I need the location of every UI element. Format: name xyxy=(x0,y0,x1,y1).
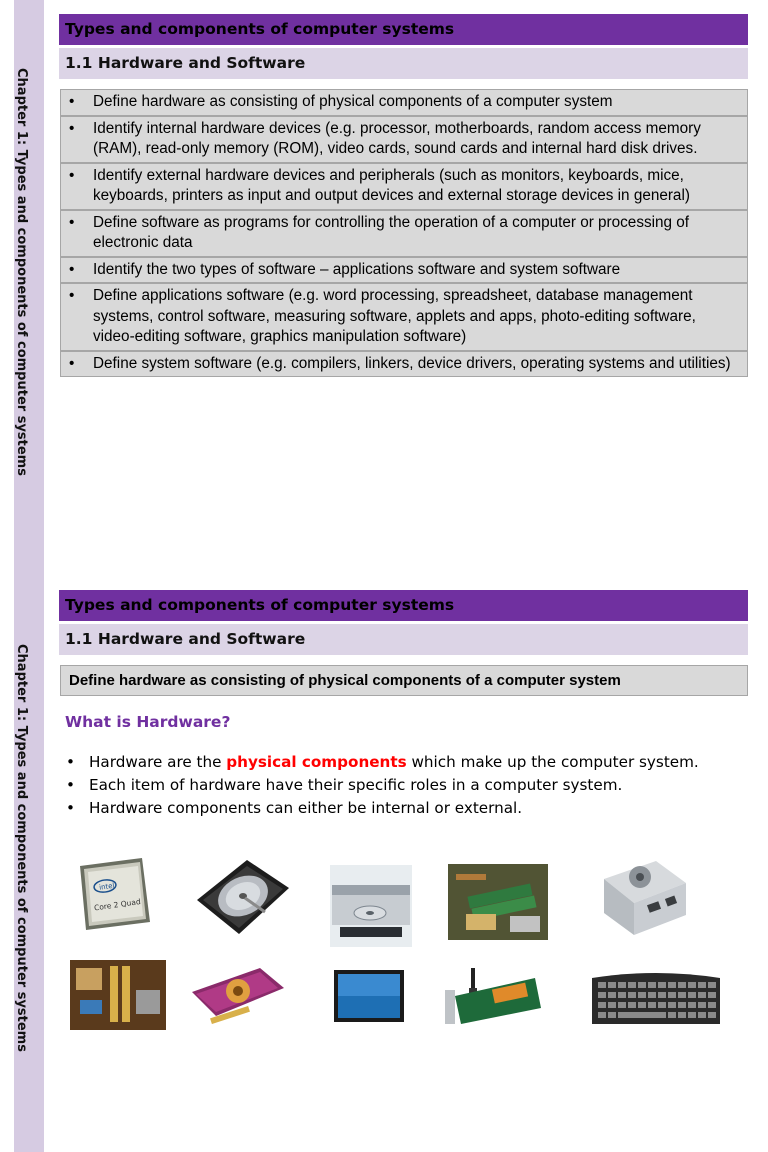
objective-text: Define system software (e.g. compilers, linkers, device drivers, operating systems and utilities) xyxy=(93,354,731,372)
question-heading: What is Hardware? xyxy=(65,713,231,731)
objective-text: Define software as programs for controlling the operation of a computer or processing of electronic data xyxy=(93,213,690,251)
chapter-sidebar-label: Chapter 1: Types and components of computer systems xyxy=(14,644,29,1052)
point-text: Hardware components can either be internal or external. xyxy=(89,799,523,817)
objective-text: Identify the two types of software – applications software and system software xyxy=(93,260,621,278)
objective-row xyxy=(60,89,748,116)
bullet: • xyxy=(66,753,75,771)
objectives-table xyxy=(60,89,748,377)
keyboard-image xyxy=(588,970,724,1024)
hard-disk-image xyxy=(195,858,291,936)
bullet: • xyxy=(66,799,75,817)
objective-row xyxy=(60,116,748,163)
processor-image xyxy=(72,856,154,936)
list-item xyxy=(66,751,699,774)
cpu-brand: intel xyxy=(98,881,115,892)
list-item xyxy=(66,797,699,820)
point-text: which make up the computer system. xyxy=(406,753,699,771)
bullet: • xyxy=(66,776,75,794)
point-text: Each item of hardware have their specific roles in a computer system. xyxy=(89,776,623,794)
bullet: • xyxy=(69,354,75,372)
memory-modules-image xyxy=(448,864,548,940)
chapter-sidebar-label: Chapter 1: Types and components of computer systems xyxy=(14,68,29,476)
motherboard-image xyxy=(70,960,166,1030)
hardware-points xyxy=(66,751,699,820)
objective-row xyxy=(60,351,748,378)
objective-row xyxy=(60,257,748,284)
definition-box: Define hardware as consisting of physical components of a computer system xyxy=(60,665,748,696)
bullet: • xyxy=(69,166,75,184)
section-subtitle: 1.1 Hardware and Software xyxy=(59,624,748,655)
objective-row xyxy=(60,210,748,257)
objective-text: Define applications software (e.g. word processing, spreadsheet, database management systems, control software, measuring software, applets and apps, photo-editing software, video-editing software, graphics manipulation software) xyxy=(93,287,696,345)
objective-text: Define hardware as consisting of physical components of a computer system xyxy=(93,93,613,110)
slide-title: Types and components of computer systems xyxy=(59,14,748,45)
slide-2 xyxy=(0,576,768,1152)
section-subtitle: 1.1 Hardware and Software xyxy=(59,48,748,79)
monitor-image xyxy=(334,970,404,1022)
bullet: • xyxy=(69,119,75,137)
objective-text: Identify external hardware devices and peripherals (such as monitors, keyboards, mice, keyboards, printers as input and output devices and external storage devices in general) xyxy=(93,166,690,204)
bullet: • xyxy=(69,93,75,110)
objective-row xyxy=(60,283,748,351)
highlighted-term: physical components xyxy=(226,753,407,771)
slide-title: Types and components of computer systems xyxy=(59,590,748,621)
bullet: • xyxy=(69,287,75,304)
point-text: Hardware are the xyxy=(89,753,227,771)
bullet: • xyxy=(69,213,75,231)
video-card-image xyxy=(190,964,286,1024)
list-item xyxy=(66,774,699,797)
cpu-model: Core 2 Quad xyxy=(93,897,142,913)
optical-drive-image xyxy=(330,865,412,947)
bullet: • xyxy=(69,260,75,278)
objective-text: Identify internal hardware devices (e.g. processor, motherboards, random access memory (RAM), read-only memory (ROM), video cards, sound cards and internal hard disk drives. xyxy=(93,119,701,157)
power-supply-image xyxy=(598,857,690,941)
objective-row xyxy=(60,163,748,210)
network-card-image xyxy=(443,968,543,1024)
